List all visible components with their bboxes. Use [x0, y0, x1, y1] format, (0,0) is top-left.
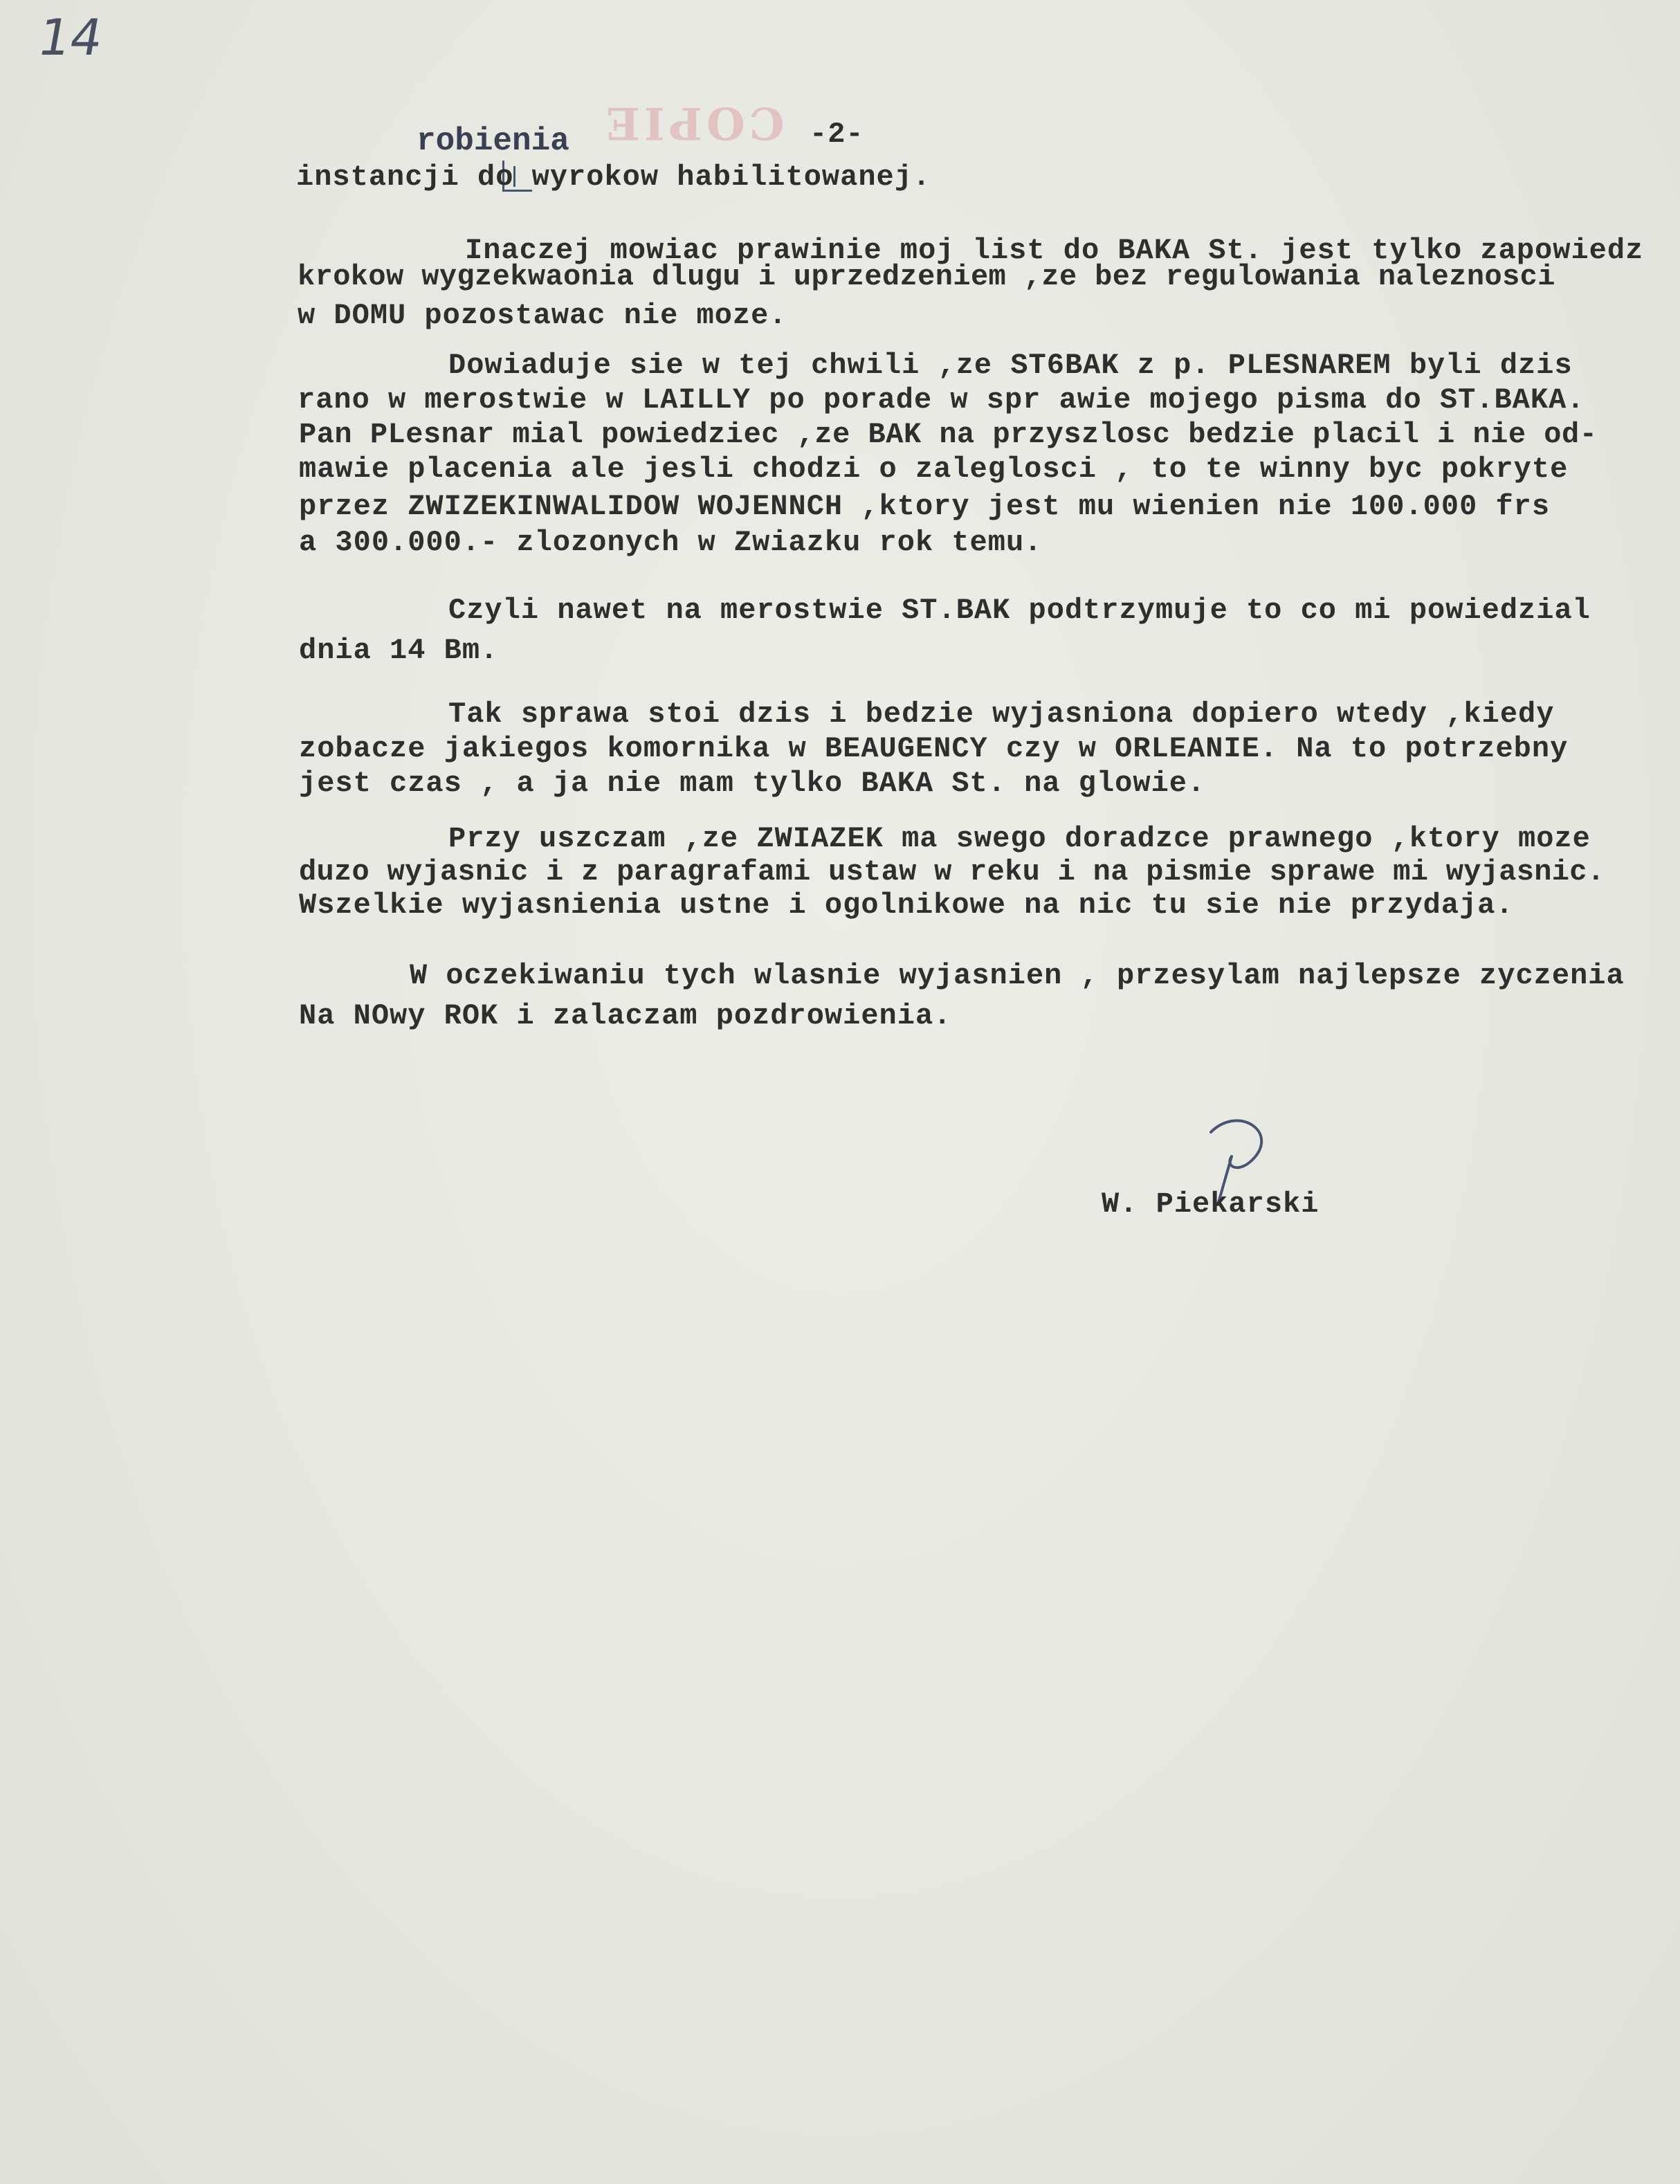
- text-line: Pan PLesnar mial powiedziec ,ze BAK na przyszlosc bedzie placil i nie od-: [299, 418, 1598, 451]
- text-line: a 300.000.- zlozonych w Zwiazku rok temu.: [299, 526, 1043, 559]
- text-line: Przy uszczam ,ze ZWIAZEK ma swego doradzce prawnego ,ktory moze: [448, 822, 1591, 855]
- text-line: Dowiaduje sie w tej chwili ,ze ST6BAK z p. PLESNAREM byli dzis: [448, 349, 1573, 382]
- text-line: Na NOwy ROK i zalaczam pozdrowienia.: [299, 999, 952, 1032]
- text-line: Wszelkie wyjasnienia ustne i ogolnikowe na nic tu sie nie przydaja.: [299, 889, 1514, 922]
- handwritten-page-number: 14: [33, 8, 108, 66]
- signature-name: W. Piekarski: [1102, 1187, 1320, 1221]
- handwritten-correction: robienia: [417, 123, 569, 159]
- text-line: jest czas , a ja nie mam tylko BAKA St. na glowie.: [299, 767, 1206, 800]
- text-line: Inaczej mowiac prawinie moj list do BAKA St. jest tylko zapowiedz: [465, 234, 1644, 267]
- page-marker: -2-: [810, 118, 864, 151]
- text-line: W oczekiwaniu tych wlasnie wyjasnien , przesylam najlepsze zyczenia: [410, 959, 1625, 992]
- text-line: krokow wygzekwaonia dlugu i uprzedzeniem ,ze bez regulowania naleznosci: [298, 260, 1555, 293]
- copie-stamp: COPIE: [602, 97, 785, 149]
- text-line: dnia 14 Bm.: [299, 634, 499, 667]
- text-line: w DOMU pozostawac nie moze.: [298, 299, 787, 332]
- text-line: zobacze jakiegos komornika w BEAUGENCY czy w ORLEANIE. Na to potrzebny: [299, 732, 1569, 765]
- text-line: Tak sprawa stoi dzis i bedzie wyjasniona dopiero wtedy ,kiedy: [448, 698, 1555, 731]
- text-line: przez ZWIZEKINWALIDOW WOJENNCH ,ktory jest mu wienien nie 100.000 frs: [299, 490, 1551, 523]
- text-line: instancji do wyrokow habilitowanej.: [296, 161, 931, 194]
- text-line: mawie placenia ale jesli chodzi o zaleglosci , to te winny byc pokryte: [299, 453, 1569, 486]
- text-line: Czyli nawet na merostwie ST.BAK podtrzymuje to co mi powiedzial: [448, 594, 1591, 627]
- text-line: rano w merostwie w LAILLY po porade w spr awie mojego pisma do ST.BAKA.: [298, 383, 1585, 417]
- text-line: duzo wyjasnic i z paragrafami ustaw w reku i na pismie sprawe mi wyjasnic.: [299, 855, 1605, 889]
